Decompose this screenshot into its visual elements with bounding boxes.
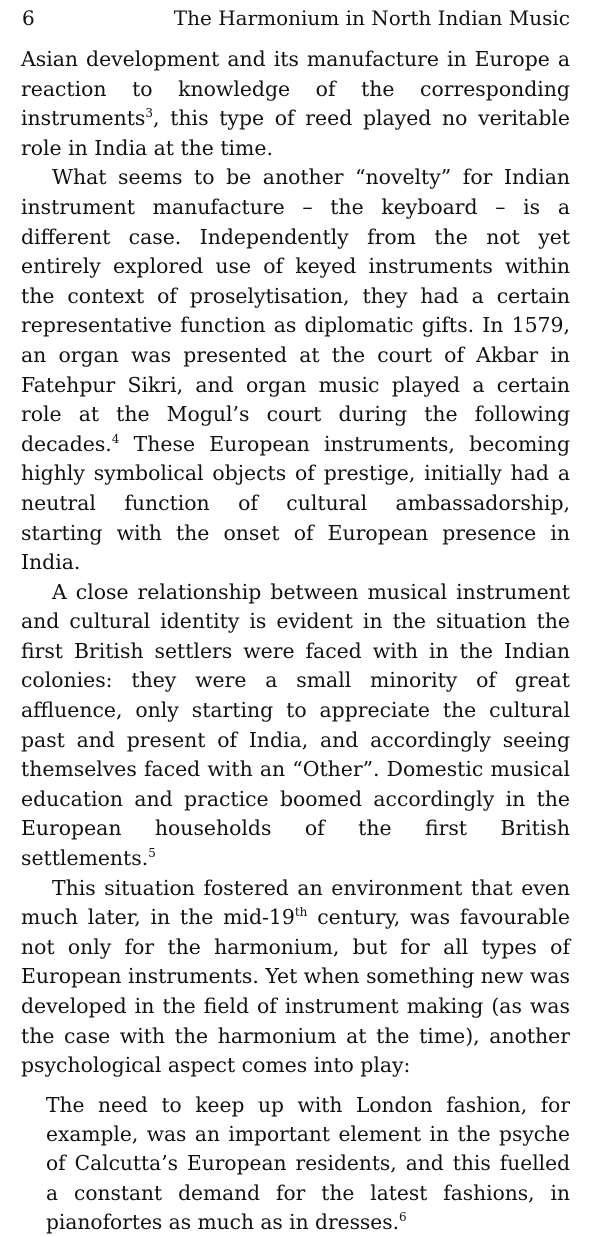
paragraph-2-text: What seems to be another “novelty” for Indian instrument manufacture – the keyboard – is a different case. Independently from the not yet entirely explored use of keyed instruments within the context of proselytisation, they had a certain representative function as diplomatic gifts. In 1579, an organ was presented at the court of Akbar in Fatehpur Sikri, and organ music played a certain role at the Mogul’s court during the following decades.	[21, 165, 570, 456]
block-quote-text: The need to keep up with London fashion, for example, was an important element in the psyche of Calcutta’s European residents, and this fuelled a constant demand for the latest fashions, in pianofortes as much as in dresses.	[46, 1092, 570, 1234]
paragraph-2-tail: These European instruments, becoming highly symbolical objects of prestige, initially had a neutral function of cultural ambassadorship, starting with the onset of European presence in India.	[21, 431, 570, 575]
running-title: The Harmonium in North Indian Music	[173, 6, 570, 30]
paragraph-4	[21, 874, 570, 1081]
footnote-ref-5: 5	[148, 846, 156, 861]
footnote-ref-3: 3	[145, 106, 154, 121]
ordinal-superscript: th	[294, 905, 308, 920]
paragraph-3-text: A close relationship between musical instrument and cultural identity is evident in the situation the first British settlers were faced with in the Indian colonies: they were a small minority of great affluence, only starting to appreciate the cultural past and present of India, and accordingly seeing themselves faced with an “Other”. Domestic musical education and practice boomed accordingly in the European households of the first British settlements.	[21, 579, 570, 871]
paragraph-3	[21, 578, 570, 874]
paragraph-1-tail: , this type of reed played no veritable role in India at the time.	[21, 106, 570, 160]
paragraph-4-tail: century, was favourable not only for the harmonium, but for all types of European instruments. Yet when something new was developed in the field of instrument making (as was the case with the harmonium at the time), another psychological aspect comes into play:	[21, 905, 570, 1078]
running-head	[21, 0, 570, 45]
paragraph-1	[21, 45, 570, 163]
paragraph-2	[21, 163, 570, 577]
body-text	[21, 45, 570, 1081]
paragraph-4-text: This situation fostered an environment that even much later, in the mid-19	[21, 875, 570, 930]
block-quote	[46, 1091, 570, 1237]
page-number: 6	[22, 6, 35, 30]
footnote-ref-6: 6	[399, 1209, 407, 1224]
footnote-ref-4: 4	[111, 431, 120, 446]
paragraph-1-text: Asian development and its manufacture in Europe a reaction to knowledge of the corresponding instruments	[21, 47, 570, 131]
